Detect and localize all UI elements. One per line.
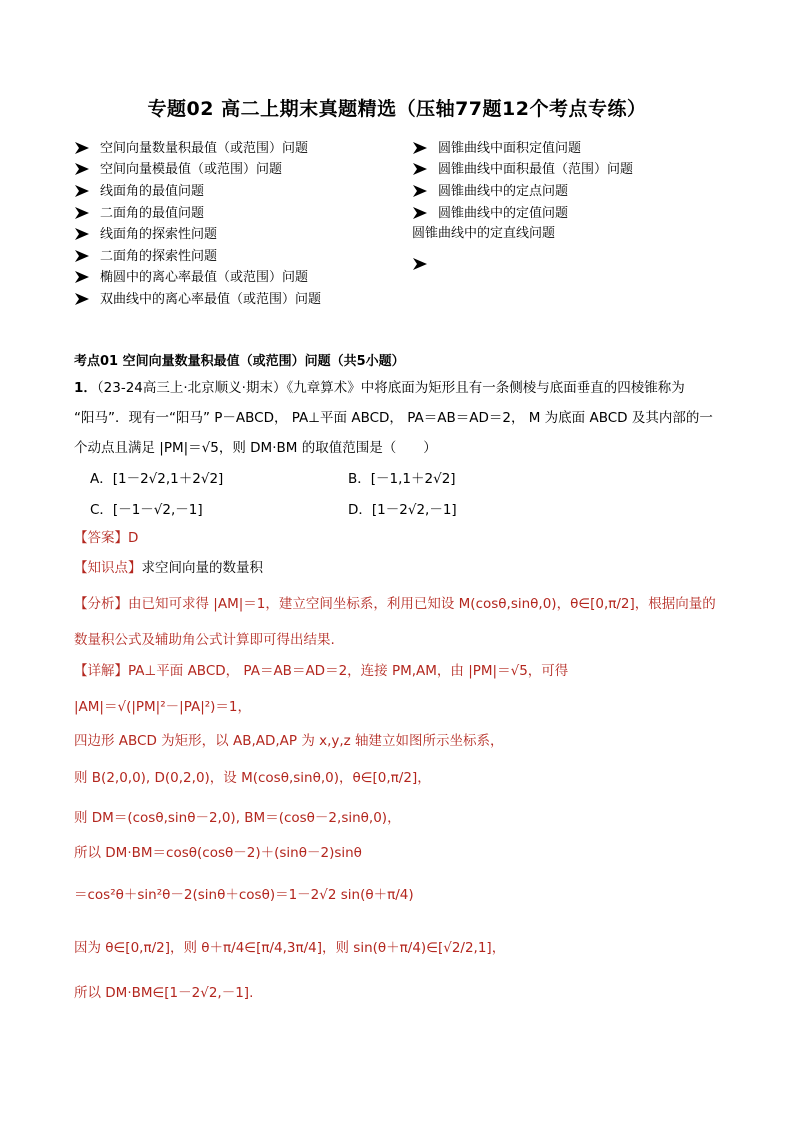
arrow-bullet-icon: [412, 141, 428, 155]
arrow-bullet-icon: [412, 162, 428, 176]
toc-item: 双曲线中的离心率最值（或范围）问题: [74, 288, 321, 307]
arrow-bullet-icon: [74, 162, 90, 176]
detail-line-4: 则 B(2,0,0), D(0,2,0)，设 M(cosθ,sinθ,0)，θ∈[0,π/2]，: [74, 770, 431, 786]
analysis-line-2: 数量积公式及辅助角公式计算即可得出结果.: [74, 632, 335, 648]
knowledge-line: 【知识点】求空间向量的数量积: [74, 560, 263, 576]
arrow-bullet-icon: [74, 141, 90, 155]
toc-item: 二面角的最值问题: [74, 202, 204, 221]
arrow-bullet-icon: [74, 270, 90, 284]
answer-line: 【答案】D: [74, 530, 139, 546]
detail-line-7: ＝cos²θ＋sin²θ－2(sinθ＋cosθ)＝1－2√2 sin(θ＋π/4): [74, 887, 414, 903]
toc-item: 二面角的探索性问题: [74, 245, 217, 264]
toc-item: 椭圆中的离心率最值（或范围）问题: [74, 266, 308, 285]
detail-line-6: 所以 DM·BM＝cosθ(cosθ－2)＋(sinθ－2)sinθ: [74, 845, 362, 861]
toc-item: 线面角的探索性问题: [74, 223, 217, 242]
arrow-bullet-icon: [412, 206, 428, 220]
detail-line-1: 【详解】PA⊥平面 ABCD， PA＝AB＝AD＝2，连接 PM,AM，由 |PM|＝√5，可得: [74, 663, 569, 679]
problem-line-3: 个动点且满足 |PM|＝√5，则 DM·BM 的取值范围是（ ）: [74, 440, 437, 456]
page-title: 专题02 高二上期末真题精选（压轴77题12个考点专练）: [147, 98, 647, 120]
option-d: D．[1－2√2,－1]: [348, 502, 457, 518]
toc-item: 圆锥曲线中的定值问题: [412, 202, 568, 221]
toc-item: 空间向量模最值（或范围）问题: [74, 158, 282, 177]
detail-line-8: 因为 θ∈[0,π/2]，则 θ＋π/4∈[π/4,3π/4]，则 sin(θ＋π/4)∈[√2/2,1]，: [74, 940, 506, 956]
detail-line-3: 四边形 ABCD 为矩形，以 AB,AD,AP 为 x,y,z 轴建立如图所示坐标系，: [74, 733, 504, 749]
detail-line-5: 则 DM＝(cosθ,sinθ－2,0), BM＝(cosθ－2,sinθ,0)，: [74, 810, 401, 826]
option-b: B．[－1,1＋2√2]: [348, 471, 456, 487]
arrow-bullet-icon: [412, 184, 428, 198]
option-c: C．[－1－√2,－1]: [90, 502, 203, 518]
problem-line-1: 1．（23-24高三上·北京顺义·期末）《九章算术》中将底面为矩形且有一条侧棱与底面垂直的四棱锥称为: [74, 380, 685, 396]
detail-line-2: |AM|＝√(|PM|²－|PA|²)＝1，: [74, 699, 252, 715]
arrow-bullet-icon: [412, 257, 428, 271]
arrow-bullet-icon: [74, 206, 90, 220]
toc-item: 圆锥曲线中的定点问题: [412, 180, 568, 199]
toc-item: 圆锥曲线中面积最值（范围）问题: [412, 158, 633, 177]
arrow-bullet-icon: [74, 184, 90, 198]
problem-line-2: “阳马”．现有一“阳马” P－ABCD， PA⊥平面 ABCD， PA＝AB＝AD＝2， M 为底面 ABCD 及其内部的一: [74, 410, 713, 426]
toc-item: 空间向量数量积最值（或范围）问题: [74, 137, 308, 156]
toc-item: 圆锥曲线中的定直线问题: [412, 226, 556, 241]
toc-item: 线面角的最值问题: [74, 180, 204, 199]
analysis-line-1: 【分析】由已知可求得 |AM|＝1，建立空间坐标系，利用已知设 M(cosθ,sinθ,0)，θ∈[0,π/2]，根据向量的: [74, 596, 716, 612]
arrow-bullet-icon: [74, 292, 90, 306]
arrow-bullet-icon: [74, 249, 90, 263]
toc-item: 圆锥曲线中面积定值问题: [412, 137, 581, 156]
option-a: A．[1－2√2,1＋2√2]: [90, 471, 224, 487]
detail-line-9: 所以 DM·BM∈[1－2√2,－1].: [74, 985, 254, 1001]
arrow-bullet-icon: [74, 227, 90, 241]
section-heading: 考点01 空间向量数量积最值（或范围）问题（共5小题）: [74, 354, 405, 369]
